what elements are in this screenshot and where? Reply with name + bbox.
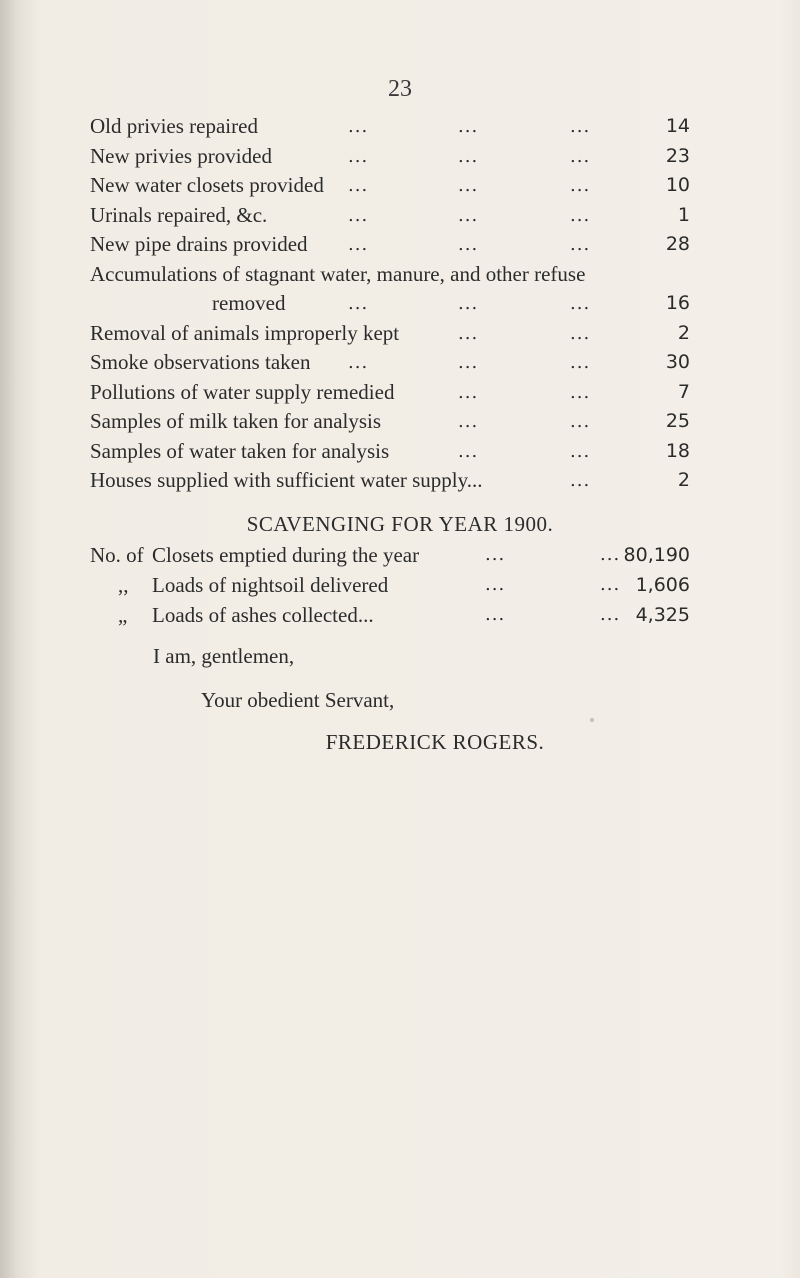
item-value: 28 [665, 233, 690, 255]
list-item [90, 201, 690, 231]
item-label: Samples of milk taken for analysis [90, 409, 382, 433]
item-label: Closets emptied during the year [152, 543, 420, 567]
item-label: Urinals repaired, &c. [90, 202, 268, 227]
leader-dots: ... [458, 234, 479, 255]
leader-dots: ... [348, 293, 369, 314]
item-label: Samples of water taken for analysis [90, 438, 390, 463]
leader-dots: ... [348, 234, 369, 255]
list-item [90, 437, 690, 467]
paper-speck [590, 718, 594, 722]
list-item [90, 600, 690, 630]
sanitary-work-list [90, 112, 690, 496]
leader-dots: ... [458, 116, 479, 137]
item-value: 2 [677, 469, 690, 491]
item-label: New pipe drains provided [90, 232, 308, 256]
list-item [90, 466, 690, 496]
item-label: New water closets provided [90, 173, 324, 197]
item-value: 16 [665, 292, 690, 314]
leader-dots: ... [570, 116, 591, 137]
item-value: 80,190 [623, 544, 690, 566]
item-value: 1 [677, 203, 690, 226]
ditto-mark: „ [118, 603, 128, 627]
item-value: 30 [665, 351, 690, 373]
leader-dots: ... [458, 145, 479, 167]
item-label: Pollutions of water supply remedied [90, 379, 395, 404]
leader-dots: ... [600, 574, 621, 595]
valediction: Your obedient Servant, [201, 688, 395, 712]
list-item [90, 348, 690, 378]
scavenging-list [90, 540, 690, 630]
leader-dots: ... [570, 352, 591, 373]
item-value: 2 [677, 321, 690, 344]
item-value: 1,606 [635, 574, 690, 596]
leader-dots: ... [600, 544, 621, 565]
leader-dots: ... [458, 293, 479, 314]
item-label: Smoke observations taken [90, 350, 311, 374]
item-prefix: No. of [90, 543, 144, 567]
leader-dots: ... [570, 234, 591, 255]
leader-dots: ... [570, 175, 591, 196]
leader-dots: ... [485, 604, 506, 625]
item-value: 7 [677, 380, 690, 403]
leader-dots: ... [570, 293, 591, 314]
list-item [90, 319, 690, 349]
item-label: removed [212, 291, 286, 315]
page-number: 23 [388, 76, 412, 102]
leader-dots: ... [485, 574, 506, 595]
leader-dots: ... [458, 322, 479, 344]
item-value: 4,325 [635, 604, 690, 626]
leader-dots: ... [348, 145, 369, 167]
leader-dots: ... [458, 352, 479, 373]
leader-dots: ... [570, 411, 591, 432]
list-item [90, 142, 690, 172]
leader-dots: ... [570, 381, 591, 403]
leader-dots: ... [458, 204, 479, 226]
leader-dots: ... [348, 116, 369, 137]
leader-dots: ... [570, 440, 591, 462]
item-value: 18 [665, 439, 690, 462]
list-item [90, 260, 690, 290]
item-label: Old privies repaired [90, 114, 258, 138]
item-label: New privies provided [90, 143, 272, 168]
leader-dots: ... [458, 381, 479, 403]
leader-dots: ... [458, 411, 479, 432]
list-item [90, 112, 690, 142]
section-title: SCAVENGING FOR YEAR 1900. [246, 512, 554, 536]
item-label: Loads of nightsoil delivered [152, 573, 389, 597]
leader-dots: ... [570, 204, 591, 226]
item-label: Removal of animals improperly kept [90, 320, 400, 345]
leader-dots: ... [600, 604, 621, 625]
leader-dots: ... [348, 352, 369, 373]
leader-dots: ... [348, 175, 369, 196]
item-label: Houses supplied with sufficient water supply... [90, 468, 483, 492]
item-value: 10 [665, 174, 690, 196]
list-item [90, 540, 690, 570]
leader-dots: ... [570, 145, 591, 167]
list-item [90, 289, 690, 319]
item-value: 23 [665, 144, 690, 167]
leader-dots: ... [458, 175, 479, 196]
leader-dots: ... [570, 322, 591, 344]
leader-dots: ... [570, 470, 591, 491]
list-item [90, 378, 690, 408]
salutation: I am, gentlemen, [153, 644, 295, 668]
leader-dots: ... [348, 204, 369, 226]
leader-dots: ... [485, 544, 506, 565]
item-label: Accumulations of stagnant water, manure, and other refuse [90, 261, 586, 286]
ditto-mark: ,, [118, 573, 129, 597]
item-value: 25 [665, 410, 690, 432]
signature: FREDERICK ROGERS. [325, 730, 545, 754]
list-item [90, 171, 690, 201]
list-item [90, 570, 690, 600]
list-item [90, 407, 690, 437]
item-label: Loads of ashes collected... [152, 603, 374, 627]
list-item [90, 230, 690, 260]
leader-dots: ... [458, 440, 479, 462]
item-value: 14 [665, 115, 690, 137]
